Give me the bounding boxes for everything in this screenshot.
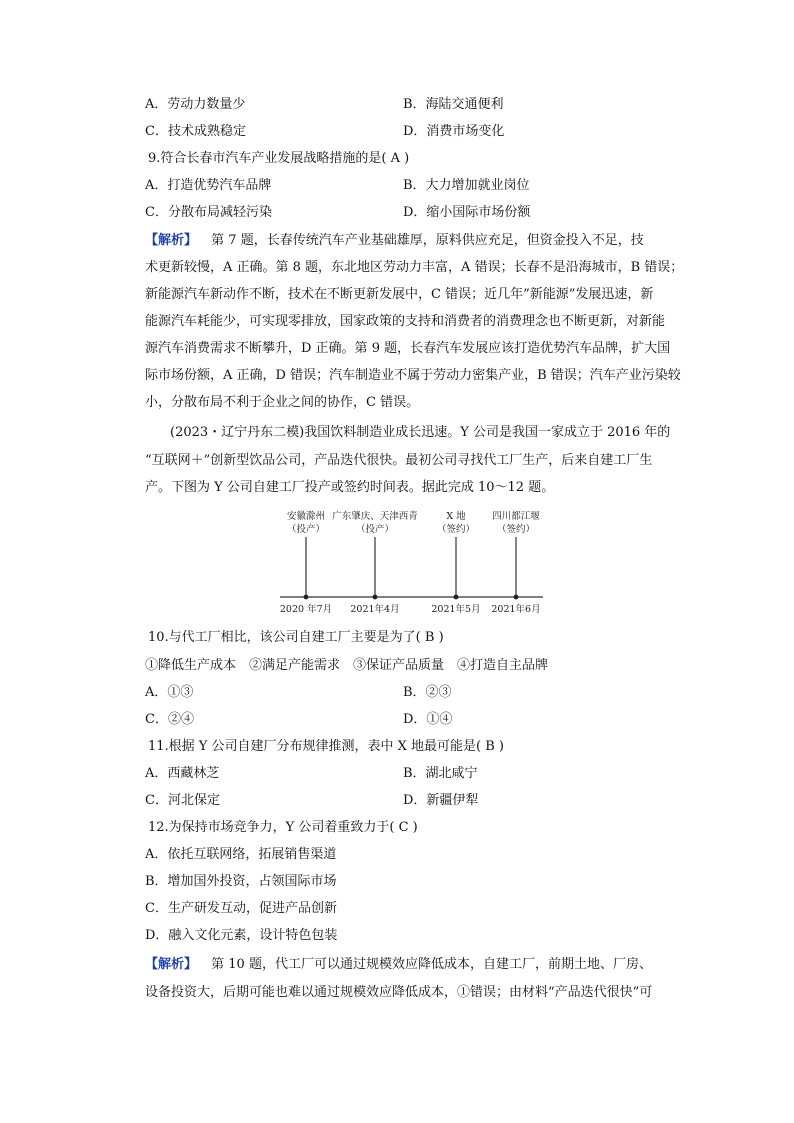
q11-option-a: A．西藏林芝 [145,766,220,781]
timeline-date-label: 2020 年7月 [279,604,333,615]
q11-option-c: C．河北保定 [145,793,220,808]
timeline-date-label: 2021年4月 [350,604,400,615]
timeline-date-label: 2021年6月 [491,604,541,615]
timeline-event-dot [454,595,459,600]
timeline-place-label: 安徽滁州 [286,511,326,522]
q12-option-d: D．融入文化元素，设计特色包装 [145,928,338,943]
timeline-status-label: （签约） [496,524,536,535]
timeline-event-dot [373,595,378,600]
q12-option-a: A．依托互联网络，拓展销售渠道 [145,847,337,862]
material-line-2: “互联网＋”创新型饮品公司，产品迭代很快。最初公司寻找代工厂生产，后来自建工厂生 [145,453,653,468]
analysis-tag: 【解析】 [145,957,198,972]
q9-option-b: B．大力增加就业岗位 [403,178,530,193]
option-a: A．劳动力数量少 [145,97,246,112]
material-line-3: 产。下图为 Y 公司自建工厂投产或签约时间表。据此完成 10～12 题。 [145,480,555,495]
option-d: D．消费市场变化 [403,124,505,139]
q12-option-b: B．增加国外投资，占领国际市场 [145,874,337,889]
analysis-1-line-1 [145,231,644,251]
analysis-text: 第 10 题，代工厂可以通过规模效应降低成本，自建工厂，前期土地、厂房、 [211,957,652,972]
analysis-2-line-2: 设备投资大，后期可能也难以通过规模效应降低成本，①错误；由材料“产品迭代很快”可 [145,985,653,1000]
timeline-status-label: （投产） [286,524,326,535]
timeline-status-label: （签约） [436,524,476,535]
timeline-event-dot [304,595,309,600]
q9-option-c: C．分散布局减轻污染 [145,205,272,220]
question-10-stem: 10.与代工厂相比，该公司自建工厂主要是为了( B ) [148,630,444,645]
timeline-status-label: （投产） [355,524,395,535]
analysis-1-line-7: 小，分散布局不利于企业之间的协作，C 错误。 [145,395,420,410]
q11-option-b: B．湖北咸宁 [403,766,478,781]
q11-option-d: D．新疆伊犁 [403,793,479,808]
q12-option-c: C．生产研发互动，促进产品创新 [145,901,337,916]
q10-option-b: B．②③ [403,685,452,700]
analysis-1-line-5: 源汽车消费需求不断攀升，D 正确。第 9 题，长春汽车发展应该打造优势汽车品牌，扩大国 [145,341,671,356]
analysis-1-line-3: 新能源汽车新动作不断，技术在不断更新发展中，C 错误；近几年”新能源”发展迅速，新 [145,287,654,302]
material-line-1: (2023・辽宁丹东二模)我国饮料制造业成长迅速。Y 公司是我国一家成立于 2016 年的 [170,425,671,440]
analysis-1-line-4: 能源汽车耗能少，可实现零排放，国家政策的支持和消费者的消费理念也不断更新，对新能 [145,314,666,329]
q10-option-a: A．①③ [145,685,194,700]
option-b: B．海陆交通便利 [403,97,504,112]
q10-option-c: C．②④ [145,712,194,727]
analysis-1-line-6: 际市场份额，A 正确，D 错误；汽车制造业不属于劳动力密集产业，B 错误；汽车产业污染较 [145,368,681,383]
analysis-tag: 【解析】 [145,233,198,248]
timeline-event-dot [514,595,519,600]
question-12-stem: 12.为保持市场竞争力，Y 公司着重致力于( C ) [148,820,418,835]
question-11-stem: 11.根据 Y 公司自建厂分布规律推测，表中 X 地最可能是( B ) [148,739,505,754]
question-9-stem: 9.符合长春市汽车产业发展战略措施的是( A ) [148,151,410,166]
q10-option-d: D．①④ [403,712,453,727]
option-c: C．技术成熟稳定 [145,124,246,139]
analysis-2-line-1 [145,955,652,975]
timeline-date-label: 2021年5月 [431,604,481,615]
timeline-place-label: 广东肇庆、天津西青 [332,511,418,522]
analysis-1-line-2: 术更新较慢，A 正确。第 8 题，东北地区劳动力丰富，A 错误；长春不是沿海城市，B 错误； [145,260,684,275]
timeline-place-label: 四川都江堰 [492,511,540,522]
analysis-text: 第 7 题，长春传统汽车产业基础雄厚，原料供应充足，但资金投入不足，技 [211,233,644,248]
q9-option-d: D．缩小国际市场份额 [403,205,531,220]
timeline-place-label: X 地 [446,511,466,522]
q9-option-a: A．打造优势汽车品牌 [145,178,272,193]
question-10-choices: ①降低生产成本 ②满足产能需求 ③保证产品质量 ④打造自主品牌 [145,658,549,673]
